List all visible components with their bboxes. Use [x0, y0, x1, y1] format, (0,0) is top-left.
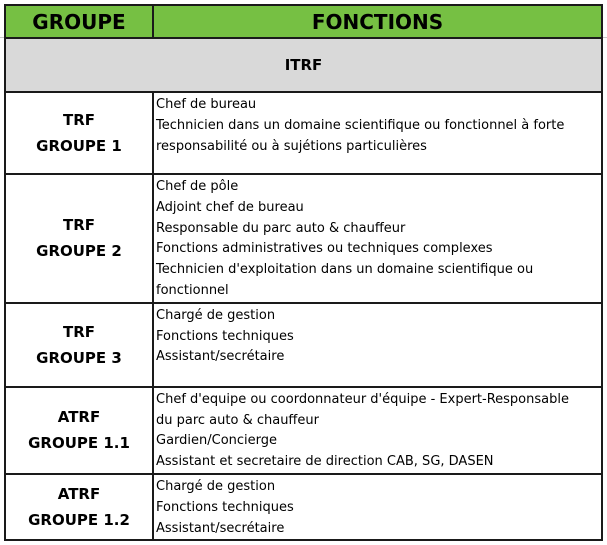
function-line: du parc auto & chauffeur — [156, 412, 319, 428]
header-row — [5, 5, 602, 38]
function-line: Fonctions techniques — [156, 328, 294, 344]
function-line: Assistant/secrétaire — [156, 520, 285, 536]
group-category: TRF — [62, 216, 96, 235]
table-row — [5, 92, 602, 174]
functions-cell — [153, 474, 602, 540]
group-category: TRF — [62, 322, 96, 341]
function-line: Chef de bureau — [156, 97, 257, 112]
function-line: Responsable du parc auto & chauffeur — [156, 220, 406, 236]
function-line: Adjoint chef de bureau — [156, 199, 304, 215]
function-line: Chargé de gestion — [156, 307, 276, 323]
function-line: Fonctions techniques — [156, 499, 294, 515]
functions-cell — [153, 387, 602, 474]
group-label: GROUPE 2 — [36, 242, 122, 261]
group-label: GROUPE 1.1 — [28, 434, 130, 453]
function-line: Assistant/secrétaire — [156, 349, 285, 365]
function-line: Chef de pôle — [156, 179, 239, 194]
functions-cell — [153, 303, 602, 387]
group-label: GROUPE 1 — [36, 137, 122, 155]
function-line: Technicien dans un domaine scientifique ou fonctionnel à forte — [156, 117, 565, 133]
header-functions: FONCTIONS — [153, 5, 602, 38]
table-row — [5, 387, 602, 474]
function-line: responsabilité ou à sujétions particulières — [156, 138, 427, 154]
group-category: ATRF — [57, 485, 101, 504]
function-line: Gardien/Concierge — [156, 433, 278, 449]
group-cell — [5, 174, 153, 303]
function-line: Chargé de gestion — [156, 478, 276, 494]
section-row — [5, 38, 602, 92]
group-category: ATRF — [57, 408, 101, 427]
function-line: fonctionnel — [156, 282, 229, 298]
table-row — [5, 303, 602, 387]
group-cell — [5, 92, 153, 174]
header-group: GROUPE — [5, 5, 153, 38]
function-line: Technicien d'exploitation dans un domaine scientifique ou — [156, 262, 534, 278]
functions-cell — [153, 92, 602, 174]
functions-cell — [153, 174, 602, 303]
group-cell — [5, 474, 153, 540]
group-cell — [5, 303, 153, 387]
section-title: ITRF — [5, 38, 602, 92]
group-label: GROUPE 3 — [36, 348, 122, 367]
function-line: Assistant et secretaire de direction CAB, SG, DASEN — [156, 454, 494, 470]
group-label: GROUPE 1.2 — [28, 511, 130, 530]
table-row — [5, 174, 602, 303]
functions-table — [4, 4, 603, 541]
group-category: TRF — [62, 111, 96, 129]
table-row — [5, 474, 602, 540]
group-cell — [5, 387, 153, 474]
function-line: Fonctions administratives ou techniques complexes — [156, 241, 493, 257]
function-line: Chef d'equipe ou coordonnateur d'équipe - Expert-Responsable — [156, 391, 569, 407]
